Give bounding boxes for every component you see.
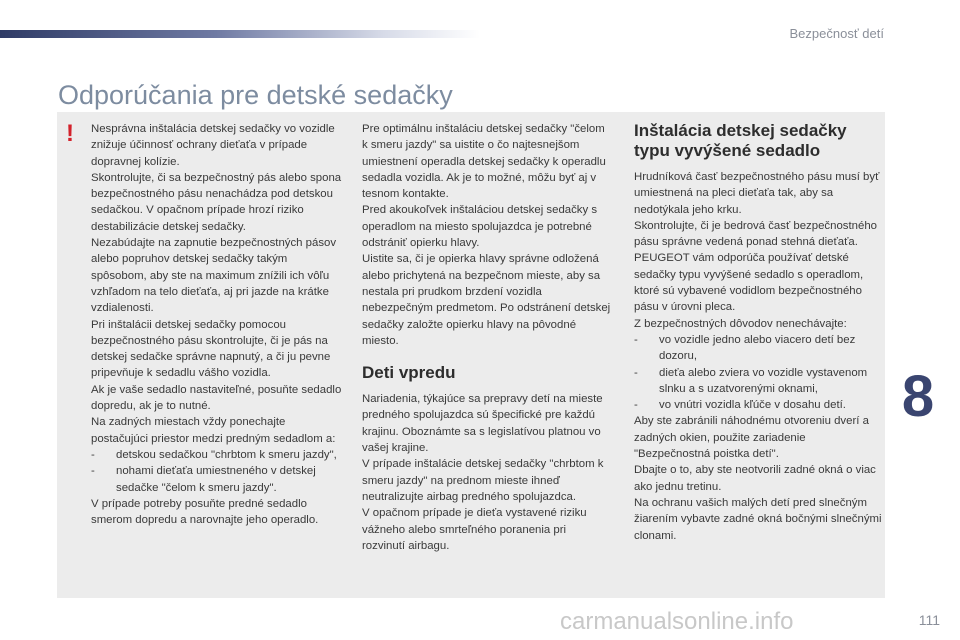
paragraph: V opačnom prípade je dieťa vystavené riziku vážneho alebo smrteľného poranenia pri rozvinutí airbagu. <box>362 507 587 552</box>
watermark: carmanualsonline.info <box>560 608 794 635</box>
paragraph: Dbajte o to, aby ste neotvorili zadné okná o viac ako jednu tretinu. <box>634 464 876 493</box>
column-middle <box>362 121 612 554</box>
warning-icon: ! <box>66 120 74 147</box>
paragraph: V prípade inštalácie detskej sedačky "chrbtom k smeru jazdy" na prednom mieste ihneď neutralizujte airbag predného spolujazdca. <box>362 458 604 503</box>
paragraph: V prípade potreby posuňte predné sedadlo smerom dopredu a narovnajte jeho operadlo. <box>91 497 319 527</box>
column-warning <box>91 121 343 528</box>
paragraph: Nariadenia, týkajúce sa prepravy detí na mieste predného spolujazdca sú špecifické pre každú krajinu. Oboznámte sa s legislatívou platnou vo vašej krajine. <box>362 393 603 455</box>
dash-icon: - <box>634 399 638 412</box>
header-gradient-bar <box>0 30 480 38</box>
paragraph: Pred akoukoľvek inštaláciou detskej sedačky s operadlom na miesto spolujazdca je potrebné odstrániť opierku hlavy. <box>362 204 598 250</box>
paragraph: Pri inštalácii detskej sedačky pomocou bezpečnostného pásu skontrolujte, či je pás na detskej sedačke správne napnutý, a či ju pevne pripevňuje k sedadlu vášho vozidla. <box>91 318 331 380</box>
paragraph: Ak je vaše sedadlo nastaviteľné, posuňte sedadlo dopredu, ak je to nutné. <box>91 383 342 413</box>
list-item: - vo vozidle jedno alebo viacero detí bez dozoru, <box>634 332 882 365</box>
paragraph: Na ochranu vašich malých detí pred slnečným žiarením vybavte zadné okná bočnými slnečnými clonami. <box>634 496 882 542</box>
section-title: Bezpečnosť detí <box>789 26 884 41</box>
list-item: - nohami dieťaťa umiestneného v detskej sedačke "čelom k smeru jazdy". <box>91 463 343 496</box>
paragraph: Uistite sa, či je opierka hlavy správne odložená alebo prichytená na bezpečnom mieste, aby sa nestala pri prudkom brzdení vozidla nebezpečným predmetom. Po odstránení detskej sedačky založte opierku hlavy na pôvodné miesto. <box>362 253 611 347</box>
chapter-tab <box>892 360 944 434</box>
column-booster <box>634 121 882 544</box>
heading-deti-vpredu: Deti vpredu <box>362 363 456 383</box>
paragraph: Nesprávna inštalácia detskej sedačky vo vozidle znižuje účinnosť ochrany dieťaťa v prípade dopravnej kolízie. <box>91 123 335 168</box>
heading-booster-seat: Inštalácia detskej sedačky typu vyvýšené sedadlo <box>634 121 847 160</box>
paragraph: Hrudníková časť bezpečnostného pásu musí byť umiestnená na pleci dieťaťa tak, aby sa nedotýkala jeho krku. <box>634 171 880 216</box>
list-item: - dieťa alebo zviera vo vozidle vystavenom slnku a s uzatvorenými oknami, <box>634 365 882 398</box>
dash-icon: - <box>91 448 95 461</box>
paragraph: Na zadných miestach vždy ponechajte postačujúci priestor medzi predným sedadlom a: <box>91 416 336 445</box>
paragraph: Z bezpečnostných dôvodov nenechávajte: <box>634 317 847 330</box>
list-item: - vo vnútri vozidla kľúče v dosahu detí. <box>634 397 882 413</box>
dash-icon: - <box>634 366 638 379</box>
paragraph: Nezabúdajte na zapnutie bezpečnostných pásov alebo popruhov detskej sedačky takým spôsobom, aby ste na maximum znížili ich vôľu vzhľadom na telo dieťaťa, aj pri jazde na krátke vzdialenosti. <box>91 237 337 315</box>
paragraph: PEUGEOT vám odporúča používať detské sedačky typu vyvýšené sedadlo s operadlom, ktoré sú vybavené vodidlom bezpečnostného pásu v úrovni pleca. <box>634 252 864 314</box>
paragraph: Aby ste zabránili náhodnému otvoreniu dverí a zadných okien, použite zariadenie "Bezpečnostná poistka detí". <box>634 415 869 461</box>
dash-icon: - <box>91 465 95 478</box>
paragraph: Skontrolujte, či sa bezpečnostný pás alebo spona bezpečnostného pásu nenachádza pod detskou sedačkou. V opačnom prípade hrozí riziko destabilizácie detskej sedačky. <box>91 171 342 233</box>
paragraph: Pre optimálnu inštaláciu detskej sedačky "čelom k smeru jazdy" sa uistite o čo najtesnejšom umiestnení operadla detskej sedačky k operadlu sedadla vozidla. Ak je to možné, môžu byť aj v tesnom kontakte. <box>362 123 606 201</box>
dash-icon: - <box>634 333 638 346</box>
paragraph: Skontrolujte, či je bedrová časť bezpečnostného pásu správne vedená ponad stehná dieťaťa. <box>634 219 877 249</box>
page-number: 111 <box>918 612 940 628</box>
list-item: - detskou sedačkou "chrbtom k smeru jazdy", <box>91 447 343 463</box>
chapter-number: 8 <box>901 364 935 429</box>
page-title: Odporúčania pre detské sedačky <box>58 80 453 111</box>
